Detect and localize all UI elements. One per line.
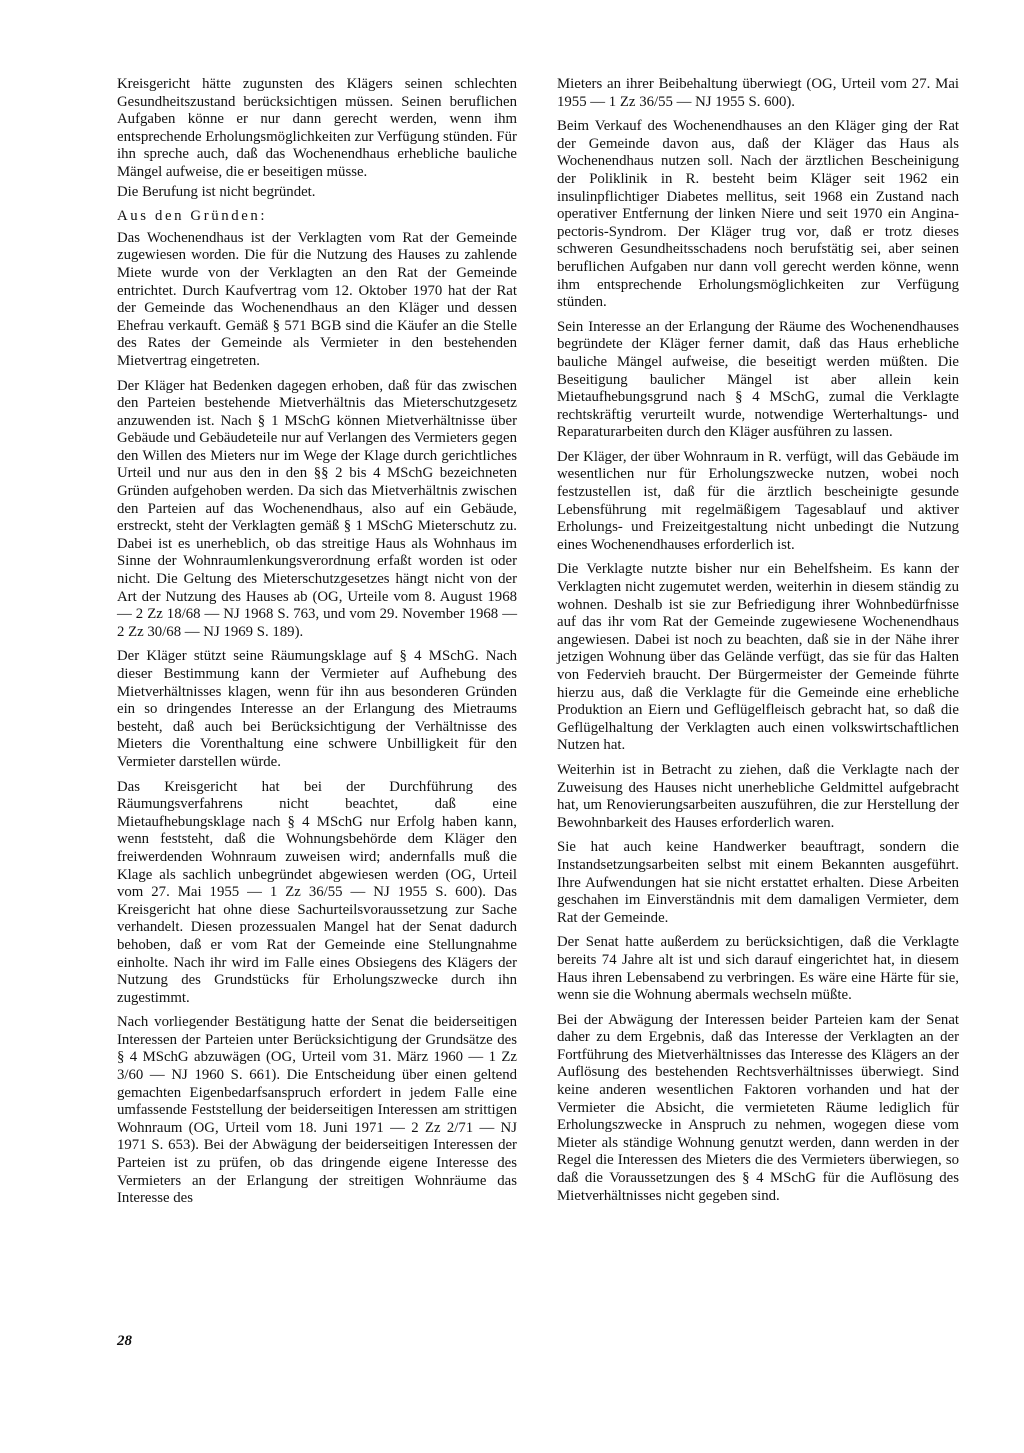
- paragraph: Der Kläger, der über Wohnraum in R. verfügt, will das Gebäude im wesentlichen nur für Erholungszwecke nutzen, wobei noch festzustellen ist, daß für die ärztlich bescheinigte gesunde Lebensführung mit regelmäßigem Tagesablauf und aktiver Erholungs- und Freizeitgestaltung nicht unbedingt die Nutzung eines Wochenendhauses erforderlich ist.: [557, 448, 959, 553]
- paragraph: Das Kreisgericht hat bei der Durchführung des Räumungsverfahrens nicht beachtet, daß eine Mietaufhebungsklage nach § 4 MSchG nur Erfolg haben kann, wenn feststeht, daß die Wohnungsbehörde dem Kläger den freiwerdenden Wohnraum zuweisen wird; andernfalls muß die Klage als sachlich unbegründet abgewiesen werden (OG, Urteil vom 27. Mai 1955 — 1 Zz 36/55 — NJ 1955 S. 600). Das Kreisgericht hat ohne diese Sachurteilsvoraussetzung zur Sache verhandelt. Diesen prozessualen Mangel hat der Senat dadurch behoben, daß er vom Rat der Gemeinde eine Stellungnahme einholte. Nach ihr wird im Falle eines Obsiegens des Klägers der Nutzung des Grundstücks für Erholungszwecke durch ihn zugestimmt.: [117, 778, 517, 1006]
- paragraph: Sie hat auch keine Handwerker beauftragt, sondern die Instandsetzungsarbeiten selbst mit einem Bekannten ausgeführt. Ihre Aufwendungen hat sie nicht erstattet erhalten. Diese Arbeiten geschahen im Einverständnis mit dem damaligen Vermieter, dem Rat der Gemeinde.: [557, 839, 959, 926]
- paragraph: Bei der Abwägung der Interessen beider Parteien kam der Senat daher zu dem Ergebnis, daß das Interesse der Verklagten an der Fortführung des Mietverhältnisses das Interesse des Klägers an der Auflösung des bestehenden Rechtsverhältnisses überwiegt. Sind keine anderen wesentlichen Faktoren vorhanden und hat der Vermieter die Absicht, die vermieteten Räume lediglich für Erholungszwecke in Anspruch zu nehmen, wogegen diese vom Mieter als ständige Wohnung genutzt werden, dann werden in der Regel die Interessen des Mieters die des Vermieters überwiegen, so daß die Voraussetzungen des § 4 MSchG für die Auflösung des Mietverhältnisses nicht gegeben sind.: [557, 1011, 959, 1204]
- paragraph: Nach vorliegender Bestätigung hatte der Senat die beiderseitigen Interessen der Parteien unter Berücksichtigung der Grundsätze des § 4 MSchG abzuwägen (OG, Urteil vom 31. März 1960 — 1 Zz 3/60 — NJ 1960 S. 661). Die Entscheidung über einen geltend gemachten Eigenbedarfsanspruch erfordert in jedem Falle eine umfassende Feststellung der beiderseitigen Interessen am strittigen Wohnraum (OG, Urteil vom 18. Juni 1971 — 2 Zz 2/71 — NJ 1971 S. 653). Bei der Abwägung der beiderseitigen Interessen der Parteien ist zu prüfen, ob das dringende eigene Interesse des Vermieters an der Erlangung der streitigen Wohnräume das Interesse des: [117, 1014, 517, 1207]
- right-column: [557, 76, 959, 1212]
- left-column: [117, 76, 517, 1215]
- paragraph: Der Kläger stützt seine Räumungsklage auf § 4 MSchG. Nach dieser Bestimmung kann der Vermieter auf Aufhebung des Mietverhältnisses klagen, wenn für ihn aus besonderen Gründen ein so dringendes Interesse an der Erlangung des Mietraums besteht, daß auch bei Berücksichtigung der Verhältnisse des Mieters die Vorenthaltung eine schwere Unbilligkeit für den Vermieter darstellen würde.: [117, 648, 517, 770]
- berufung-line: Die Berufung ist nicht begründet.: [117, 183, 316, 200]
- paragraph: Weiterhin ist in Betracht zu ziehen, daß die Verklagte nach der Zuweisung des Hauses nicht unerhebliche Geldmittel aufgebracht hat, um Renovierungsarbeiten auszuführen, die zur Herstellung der Bewohnbarkeit des Hauses erforderlich waren.: [557, 761, 959, 831]
- paragraph: Beim Verkauf des Wochenendhauses an den Kläger ging der Rat der Gemeinde davon aus, daß der Kläger das Haus als Wochenendhaus nutzen soll. Nach der ärztlichen Bescheinigung der Poliklinik in R. besteht beim Kläger seit 1962 ein insulinpflichtiger Diabetes mellitus, seit 1968 ein Zustand nach operativer Entfernung der linken Niere und seit 1970 ein Angina-pectoris-Syndrom. Der Kläger trug vor, daß er trotz dieses schweren Gesundheitsschadens noch berufstätig sei, aber seinen beruflichen Aufgaben nur dann voll gerecht werden könne, wenn ihm entsprechende Erholungsmöglichkeiten zur Verfügung stünden.: [557, 118, 959, 311]
- paragraph: Mieters an ihrer Beibehaltung überwiegt (OG, Urteil vom 27. Mai 1955 — 1 Zz 36/55 — NJ 1955 S. 600).: [557, 76, 959, 110]
- intro-paragraph: Kreisgericht hätte zugunsten des Klägers seinen schlechten Gesundheitszustand berücksichtigen müssen. Seinen beruflichen Aufgaben könne er nur dann gerecht werden, wenn ihm entsprechende Erholungsmöglichkeiten zur Verfügung stünden. Für ihn spreche auch, daß das Wochenendhaus erhebliche bauliche Mängel aufweise, die er beseitigen müsse.: [117, 76, 517, 180]
- paragraph: Sein Interesse an der Erlangung der Räume des Wochenendhauses begründete der Kläger ferner damit, daß das Haus erhebliche bauliche Mängel aufweise, die beseitigt werden müßten. Die Beseitigung baulicher Mängel ist aber allein kein Mietaufhebungsgrund nach § 4 MSchG, zumal die Verklagte rechtskräftig verurteilt wurde, notwendige Werterhaltungs- und Reparaturarbeiten durch den Kläger ausführen zu lassen.: [557, 318, 959, 441]
- page-number: 28: [117, 1333, 132, 1349]
- paragraph: Die Verklagte nutzte bisher nur ein Behelfsheim. Es kann der Verklagten nicht zugemutet werden, weiterhin in diesem ständig zu wohnen. Deshalb ist sie zur Befriedigung ihrer Wohnbedürfnisse auf das ihr vom Rat der Gemeinde zugewiesene Wochenendhaus angewiesen. Dabei ist noch zu beachten, daß sie in der Nähe ihrer jetzigen Wohnung über das Gelände verfügt, das sie für das Halten von Federvieh braucht. Der Bürgermeister der Gemeinde führte hierzu aus, daß die Verklagte für die Gemeinde eine erhebliche Produktion an Eiern und Geflügelfleisch gebracht hat, so daß die Geflügelhaltung der Verklagten auch einen volkswirtschaftlichen Nutzen hat.: [557, 561, 959, 754]
- paragraph: Der Senat hatte außerdem zu berücksichtigen, daß die Verklagte bereits 74 Jahre alt ist und sich darauf eingerichtet hat, in diesem Haus ihren Lebensabend zu verbringen. Es wäre eine Härte für sie, wenn sie die Wohnung abermals wechseln müßte.: [557, 934, 959, 1004]
- paragraph: Der Kläger hat Bedenken dagegen erhoben, daß für das zwischen den Parteien bestehende Mietverhältnis das Mieterschutzgesetz anzuwenden ist. Nach § 1 MSchG können Mietverhältnisse über Gebäude und Gebäudeteile nur auf Verlangen des Vermieters gegen den Willen des Mieters nur im Wege der Klage durch gerichtliches Urteil und nur aus den in den §§ 2 bis 4 MSchG bezeichneten Gründen aufgehoben werden. Da sich das Mietverhältnis zwischen den Parteien auf das Wochenendhaus, also auf ein Gebäude, erstreckt, steht der Verklagten gemäß § 1 MSchG Mieterschutz zu. Dabei ist es unerheblich, ob das streitige Haus als Wohnhaus im Sinne der Wohnraumlenkungsverordnung erfaßt worden ist oder nicht. Die Geltung des Mieterschutzgesetzes hängt nicht von der Art der Nutzung des Hauses ab (OG, Urteile vom 8. August 1968 — 2 Zz 18/68 — NJ 1968 S. 763, und vom 29. November 1968 — 2 Zz 30/68 — NJ 1969 S. 189).: [117, 377, 517, 640]
- section-heading: Aus den Gründen:: [117, 208, 268, 225]
- paragraph: Das Wochenendhaus ist der Verklagten vom Rat der Gemeinde zugewiesen worden. Die für die Nutzung des Hauses zu zahlende Miete wurde von der Verklagten an den Rat der Gemeinde entrichtet. Durch Kaufvertrag vom 12. Oktober 1970 hat der Rat der Gemeinde das Wochenendhaus an den Kläger und dessen Ehefrau verkauft. Gemäß § 571 BGB sind die Käufer an die Stelle des Rates der Gemeinde als Vermieter in den bestehenden Mietvertrag eingetreten.: [117, 229, 517, 369]
